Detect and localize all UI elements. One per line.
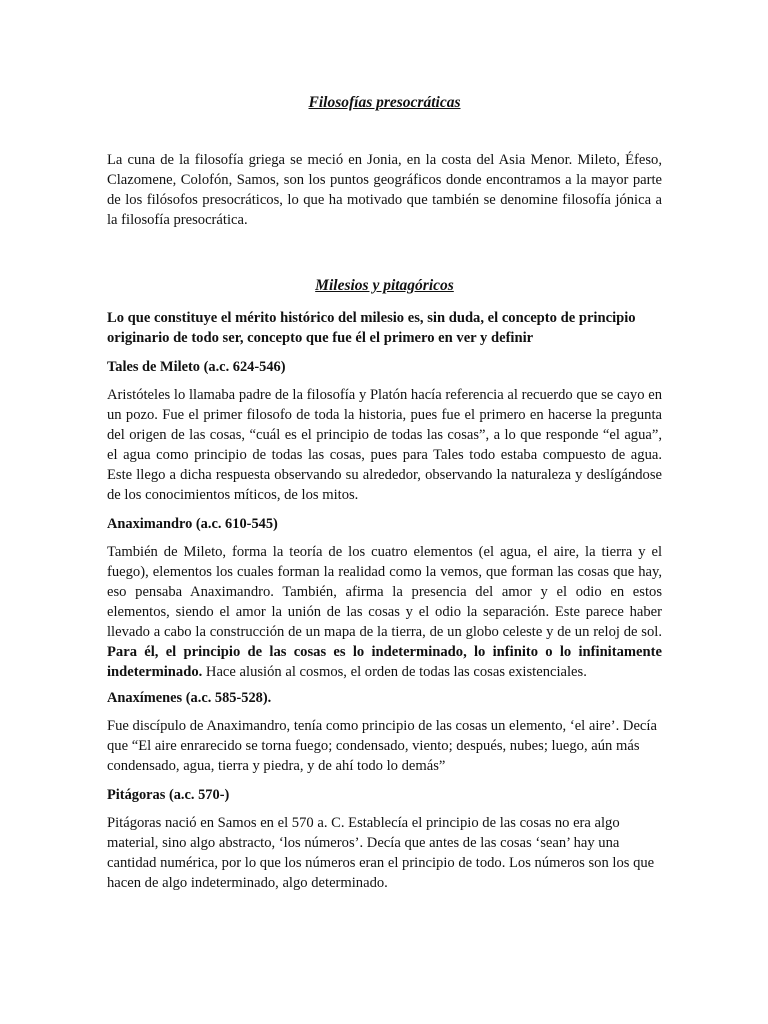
section-title: Milesios y pitagóricos [315,277,454,294]
paragraph-pitagoras: Pitágoras nació en Samos en el 570 a. C. Establecía el principio de las cosas no era algo material, sino algo abstracto, ‘los números’. Decía que antes de las cosas ‘sean’ hay una cantidad numérica, por lo que los números eran el principio de todo. Los números son los que hacen de algo indeterminado, algo determinado. [107,815,655,891]
paragraph-anaximandro [107,542,662,682]
paragraph-anaximenes: Fue discípulo de Anaximandro, tenía como principio de las cosas un elemento, ‘el aire’. Decía que “El aire enrarecido se torna fuego; condensado, viento; después, nubes; luego, aún más condensado, agua, tierra y piedra, y de ahí todo lo demás” [107,718,657,774]
intro-paragraph: La cuna de la filosofía griega se meció en Jonia, en la costa del Asia Menor. Mileto, Éfeso, Clazomene, Colofón, Samos, son los puntos geográficos donde encontramos a la mayor parte de los filósofos presocráticos, lo que ha motivado que también se denomine filosofía jónica a la filosofía presocrática. [107,152,662,228]
document-title: Filosofías presocráticas [308,94,461,111]
heading-tales: Tales de Mileto (a.c. 624-546) [107,359,286,375]
section-intro: Lo que constituye el mérito histórico del milesio es, sin duda, el concepto de principio originario de todo ser, concepto que fue él el primero en ver y definir [107,310,636,346]
heading-anaximenes: Anaxímenes (a.c. 585-528). [107,690,272,706]
heading-anaximandro: Anaximandro (a.c. 610-545) [107,516,278,532]
heading-pitagoras: Pitágoras (a.c. 570-) [107,787,230,803]
anaximandro-text-bold: Para él, el principio de las cosas es lo indeterminado, lo infinito o lo infinitamente indeterminado. [107,644,662,680]
anaximandro-text-end: Hace alusión al cosmos, el orden de todas las cosas existenciales. [202,664,587,680]
paragraph-tales: Aristóteles lo llamaba padre de la filosofía y Platón hacía referencia al recuerdo que se cayo en un pozo. Fue el primer filosofo de toda la historia, pues fue el primero en hacerse la pregunta del origen de las cosas, “cuál es el principio de todas las cosas”, a lo que responde “el agua”, el agua como principio de todas las cosas, pues para Tales todo estaba compuesto de agua. Este llego a dicha respuesta observando su alrededor, observando la naturaleza y deslígándose de los conocimientos míticos, de los mitos. [107,387,662,503]
anaximandro-text-start: También de Mileto, forma la teoría de los cuatro elementos (el agua, el aire, la tierra y el fuego), elementos los cuales forman la realidad como la vemos, que forman las cosas que hay, eso pensaba Anaximandro. También, afirma la presencia del amor y el odio en estos elementos, siendo el amor la unión de las cosas y el odio la separación. Este parece haber llevado a cabo la construcción de un mapa de la tierra, de un globo celeste y de un reloj de sol. [107,544,662,640]
